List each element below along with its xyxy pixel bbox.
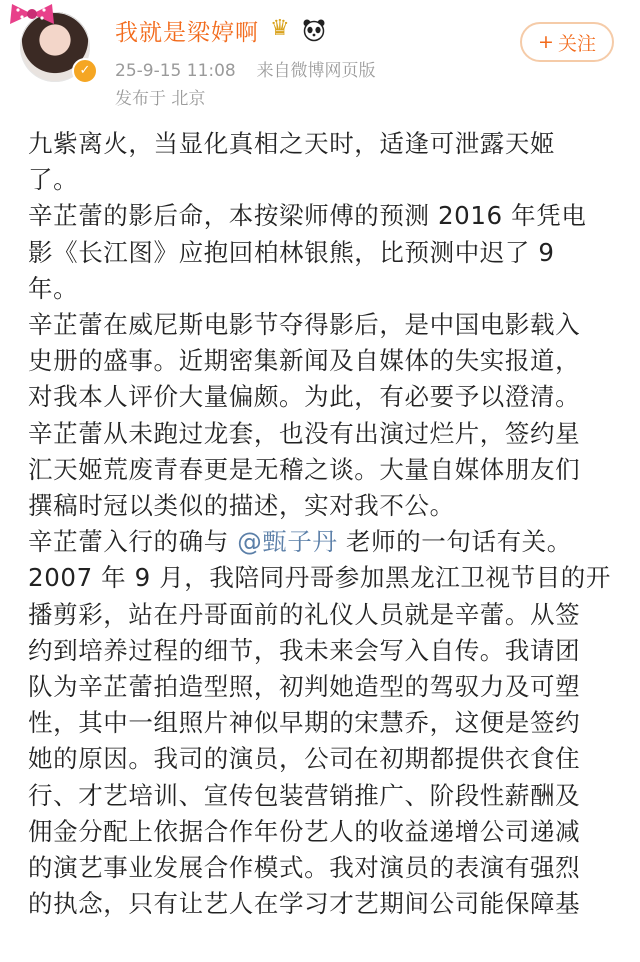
content-line: 影《长江图》应抱回柏林银熊，比预测中迟了 9 bbox=[28, 237, 555, 267]
content-line: 九紫离火，当显化真相之天时，适逢可泄露天姬 bbox=[28, 129, 556, 158]
crown-icon[interactable]: ♛ bbox=[270, 16, 290, 41]
content-line: 2007 年 9 月，我陪同丹哥参加黑龙江卫视节目的开 bbox=[28, 563, 611, 593]
post-header bbox=[0, 0, 640, 120]
content-line: 播剪彩，站在丹哥面前的礼仪人员就是辛蕾。从签 bbox=[28, 599, 581, 629]
content-line: 队为辛芷蕾拍造型照，初判她造型的驾驭力及可塑 bbox=[28, 672, 581, 702]
follow-label: 关注 bbox=[557, 32, 596, 55]
mention-prefix: 辛芷蕾入行的确与 bbox=[28, 527, 238, 557]
content-line: 性，其中一组照片神似早期的宋慧乔，这便是签约 bbox=[28, 708, 581, 738]
post-location: 发布于 北京 bbox=[115, 89, 206, 109]
mention-suffix: 老师的一句话有关。 bbox=[337, 527, 572, 557]
content-line: 了。 bbox=[28, 165, 79, 195]
mention-link[interactable]: @甄子丹 bbox=[237, 527, 338, 557]
content-line: 撰稿时冠以类似的描述，实对我不公。 bbox=[28, 491, 455, 521]
panda-icon bbox=[302, 18, 326, 42]
content-line: 史册的盛事。近期密集新闻及自媒体的失实报道， bbox=[28, 346, 581, 376]
content-line: 约到培养过程的细节，我未来会写入自传。我请团 bbox=[28, 635, 581, 665]
content-line: 对我本人评价大量偏颇。为此，有必要予以澄清。 bbox=[28, 382, 581, 412]
post-content bbox=[28, 126, 620, 922]
content-line: 的演艺事业发展合作模式。我对演员的表演有强烈 bbox=[28, 853, 581, 883]
content-line: 汇天姬荒废青春更是无稽之谈。大量自媒体朋友们 bbox=[28, 454, 581, 484]
content-line: 辛芷蕾从未跑过龙套，也没有出演过烂片，签约星 bbox=[28, 418, 581, 448]
content-line-mention bbox=[28, 524, 620, 560]
verified-badge-icon: ✓ bbox=[72, 58, 98, 84]
post-timestamp[interactable]: 25-9-15 11:08 bbox=[115, 61, 236, 81]
content-line: 年。 bbox=[28, 273, 79, 303]
content-line: 佣金分配上依据合作年份艺人的收益递增公司递减 bbox=[28, 816, 581, 846]
post-meta bbox=[115, 56, 376, 81]
post-source: 来自微博网页版 bbox=[256, 61, 376, 81]
content-line: 她的原因。我司的演员，公司在初期都提供衣食住 bbox=[28, 744, 581, 774]
content-line: 辛芷蕾在威尼斯电影节夺得影后，是中国电影载入 bbox=[28, 310, 581, 340]
content-line: 辛芷蕾的影后命，本按梁师傅的预测 2016 年凭电 bbox=[28, 201, 587, 231]
author-name[interactable]: 我就是梁婷啊 bbox=[115, 20, 259, 46]
plus-icon: + bbox=[538, 31, 554, 53]
follow-button[interactable] bbox=[520, 22, 614, 62]
content-line: 行、才艺培训、宣传包装营销推广、阶段性薪酬及 bbox=[28, 780, 581, 810]
content-line: 的执念，只有让艺人在学习才艺期间公司能保障基 bbox=[28, 889, 581, 919]
bow-icon bbox=[4, 0, 60, 28]
